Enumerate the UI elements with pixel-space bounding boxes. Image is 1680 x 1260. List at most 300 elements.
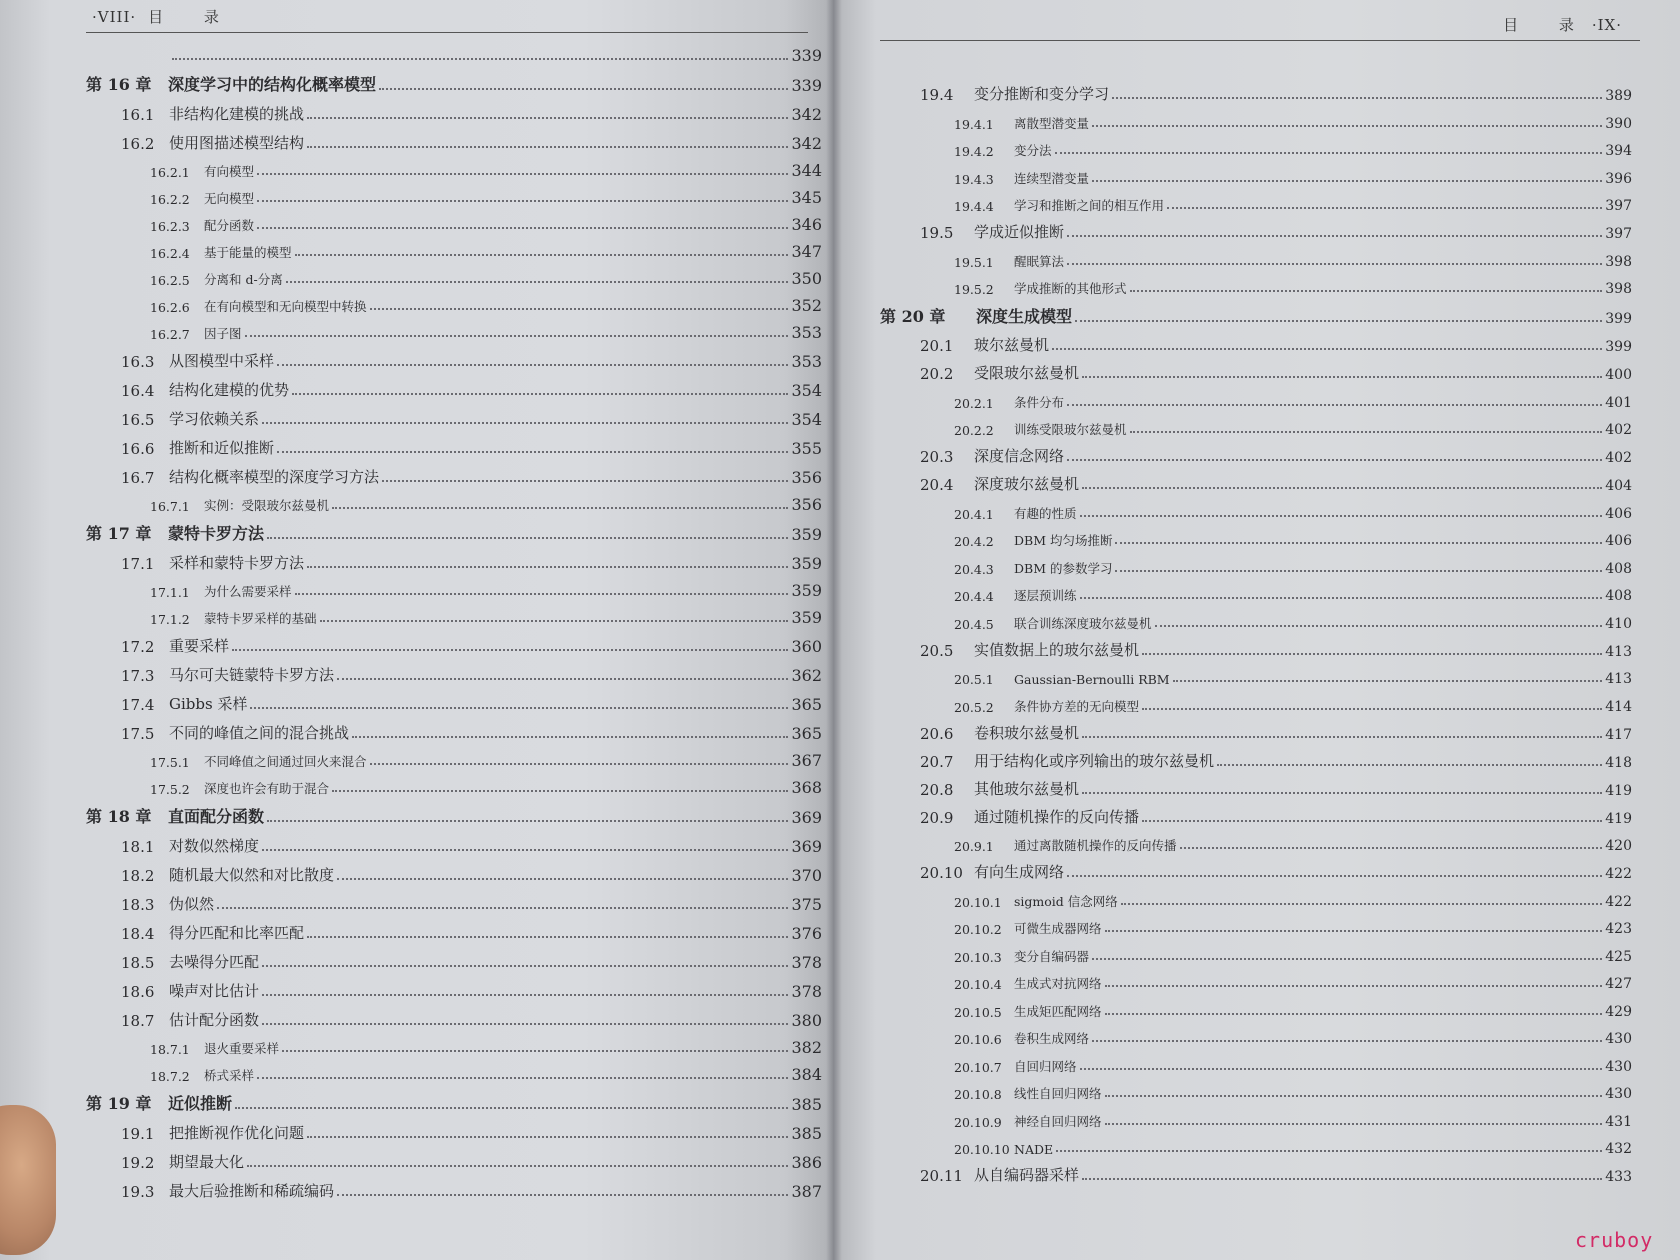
toc-entry-number: 第 19 章	[86, 1094, 152, 1113]
toc-entry-title: 推断和近似推断	[169, 439, 275, 457]
toc-entry-page: 370	[791, 866, 822, 885]
dot-leader	[320, 620, 789, 622]
toc-section-entry	[880, 327, 1632, 355]
toc-entry-page: 376	[791, 924, 822, 943]
dot-leader	[370, 763, 789, 765]
toc-entry-page: 422	[1605, 866, 1632, 882]
toc-entry-title: 条件分布	[1014, 394, 1065, 410]
toc-entry-number: 19.2	[121, 1154, 155, 1172]
dot-leader	[1082, 736, 1602, 738]
toc-section-entry	[880, 743, 1632, 771]
toc-entry-page: 398	[1605, 253, 1632, 270]
toc-sub-entry	[86, 315, 822, 342]
toc-entry-page: 402	[1605, 450, 1632, 466]
toc-entry-number: 16.2.5	[150, 273, 190, 288]
toc-sub-entry	[86, 770, 822, 797]
toc-entry-page: 365	[791, 724, 822, 743]
dot-leader	[250, 707, 788, 709]
dot-leader	[1067, 235, 1602, 237]
toc-entry-title: 生成矩匹配网络	[1014, 1003, 1102, 1019]
toc-entry-page: 422	[1605, 893, 1632, 910]
dot-leader	[1092, 180, 1602, 182]
left-header-rule	[86, 32, 808, 33]
toc-entry-number: 16.2.4	[150, 246, 190, 261]
left-page-number: ·VIII·	[92, 8, 137, 26]
toc-section-entry	[880, 1157, 1632, 1185]
dot-leader	[1142, 820, 1602, 822]
toc-entry-page: 399	[1605, 311, 1632, 327]
toc-sub-entry	[880, 187, 1632, 215]
toc-entry-page: 431	[1605, 1113, 1632, 1130]
dot-leader	[1105, 1095, 1603, 1097]
toc-sub-entry	[880, 660, 1632, 688]
dot-leader	[1217, 764, 1602, 766]
toc-entry-page: 356	[791, 468, 822, 487]
toc-entry-title: 生成式对抗网络	[1014, 976, 1102, 991]
toc-entry-title: 用于结构化或序列输出的玻尔兹曼机	[974, 751, 1215, 770]
toc-entry-page: 339	[791, 76, 822, 95]
toc-entry-title: 结构化建模的优势	[169, 381, 290, 399]
toc-entry-page: 423	[1605, 921, 1632, 937]
toc-entry-title: 为什么需要采样	[204, 584, 292, 599]
toc-entry-page: 430	[1605, 1086, 1632, 1102]
toc-section-entry	[86, 1114, 822, 1143]
toc-entry-title: 近似推断	[168, 1094, 233, 1113]
right-page	[834, 0, 1680, 1260]
toc-entry-title: 得分匹配和比率匹配	[169, 924, 305, 942]
dot-leader	[262, 849, 788, 851]
toc-entry-number: 20.11	[920, 1167, 963, 1185]
toc-entry-title: 分离和 d-分离	[204, 272, 283, 287]
toc-sub-entry	[880, 882, 1632, 910]
toc-entry-page: 430	[1605, 1031, 1632, 1047]
toc-sub-entry	[86, 234, 822, 261]
toc-entry-number: 18.7.1	[150, 1042, 190, 1057]
toc-entry-page: 384	[791, 1065, 822, 1084]
toc-section-entry	[880, 355, 1632, 383]
toc-entry-page: 389	[1605, 88, 1632, 104]
toc-entry-title: 从自编码器采样	[974, 1166, 1080, 1184]
toc-section-entry	[880, 76, 1632, 104]
dot-leader	[1080, 1068, 1603, 1070]
dot-leader	[262, 422, 788, 424]
dot-leader	[292, 393, 788, 395]
toc-entry-number: 17.1.1	[150, 585, 190, 600]
toc-entry-number: 19.5	[920, 224, 954, 242]
toc-sub-entry	[880, 522, 1632, 550]
toc-entry-title: 卷积生成网络	[1014, 1031, 1090, 1046]
toc-sub-entry	[86, 261, 822, 288]
toc-entry-page: 418	[1605, 754, 1632, 771]
toc-sub-entry	[86, 180, 822, 207]
dot-leader	[1052, 348, 1602, 350]
dot-leader	[1067, 875, 1602, 877]
toc-entry-title: 无向模型	[204, 191, 255, 206]
toc-entry-number: 20.4.5	[954, 616, 994, 632]
dot-leader	[337, 678, 788, 680]
toc-entry-page: 345	[791, 188, 822, 207]
toc-entry-page: 419	[1605, 782, 1632, 799]
dot-leader	[1142, 653, 1602, 655]
dot-leader	[379, 88, 788, 90]
toc-sub-entry	[880, 494, 1632, 522]
toc-entry-number: 18.5	[121, 954, 155, 972]
dot-leader	[370, 308, 789, 310]
left-toc-list	[86, 36, 822, 1201]
watermark: cruboy	[1575, 1228, 1654, 1252]
toc-entry-number: 19.3	[121, 1183, 155, 1201]
toc-entry-title: 联合训练深度玻尔兹曼机	[1014, 615, 1152, 631]
toc-entry-title: 直面配分函数	[168, 807, 265, 826]
dot-leader	[1080, 515, 1603, 517]
toc-sub-entry	[86, 743, 822, 770]
toc-entry-title: 最大后验推断和稀疏编码	[169, 1182, 335, 1200]
toc-entry-page: 390	[1605, 115, 1632, 132]
toc-entry-page: 346	[791, 215, 822, 234]
toc-sub-entry	[86, 153, 822, 180]
toc-entry-number: 17.2	[121, 638, 155, 656]
toc-entry-page: 408	[1605, 560, 1632, 577]
toc-entry-page: 425	[1605, 948, 1632, 965]
toc-entry-number: 20.3	[920, 448, 954, 466]
toc-entry-number: 第 20 章	[880, 307, 946, 326]
dot-leader	[1130, 431, 1603, 433]
dot-leader	[262, 965, 788, 967]
toc-entry-number: 18.2	[121, 867, 155, 885]
toc-sub-entry	[86, 1057, 822, 1084]
toc-entry-number: 20.10.8	[954, 1087, 1002, 1102]
toc-entry-title: 通过随机操作的反向传播	[974, 807, 1140, 826]
dot-leader	[382, 480, 788, 482]
dot-leader	[262, 994, 788, 996]
toc-entry-page: 387	[791, 1182, 822, 1201]
toc-entry-page: 408	[1605, 588, 1632, 604]
dot-leader	[1155, 625, 1603, 627]
toc-entry-number: 16.2.6	[150, 300, 190, 315]
toc-entry-title: 配分函数	[204, 218, 255, 233]
toc-entry-number: 16.6	[121, 440, 155, 458]
toc-entry-number: 20.9	[920, 808, 954, 827]
toc-entry-number: 20.8	[920, 780, 954, 799]
toc-entry-title: 伪似然	[169, 895, 215, 913]
toc-entry-title: 离散型潜变量	[1014, 115, 1090, 131]
toc-entry-title: 对数似然梯度	[169, 837, 260, 855]
dot-leader	[282, 1050, 788, 1052]
toc-entry-number: 16.2.7	[150, 327, 190, 342]
toc-chapter-entry	[86, 1084, 822, 1114]
toc-entry-page: 362	[791, 666, 822, 685]
toc-entry-number: 第 16 章	[86, 75, 152, 94]
toc-entry-page: 402	[1605, 422, 1632, 438]
dot-leader	[1082, 487, 1602, 489]
left-page	[0, 0, 834, 1260]
toc-entry-number: 20.1	[920, 337, 954, 355]
toc-entry-title: 结构化概率模型的深度学习方法	[169, 468, 380, 486]
toc-entry-title: 蒙特卡罗方法	[168, 524, 265, 543]
toc-entry-title: 有向模型	[204, 164, 255, 179]
dot-leader	[332, 507, 788, 509]
toc-entry-number: 19.4.2	[954, 144, 994, 159]
toc-section-entry	[86, 856, 822, 885]
toc-entry-page: 356	[791, 495, 822, 514]
dot-leader	[1092, 958, 1602, 960]
toc-entry-number: 20.10.7	[954, 1059, 1002, 1075]
toc-entry-number: 16.2.3	[150, 219, 190, 234]
book-gutter	[826, 0, 842, 1260]
toc-entry-title: 变分推断和变分学习	[974, 85, 1110, 103]
toc-entry-title: NADE	[1014, 1142, 1054, 1157]
dot-leader	[1055, 152, 1603, 154]
toc-entry-title: 实值数据上的玻尔兹曼机	[974, 640, 1140, 659]
toc-entry-title: 深度学习中的结构化概率模型	[168, 75, 377, 94]
toc-entry-number: 16.7	[121, 469, 155, 487]
toc-entry-page: 394	[1605, 143, 1632, 159]
toc-section-entry	[86, 885, 822, 914]
toc-entry-number: 20.5.2	[954, 699, 994, 715]
toc-entry-page: 350	[791, 269, 822, 288]
toc-entry-number: 17.1	[121, 555, 155, 573]
toc-entry-title: 使用图描述模型结构	[169, 134, 305, 152]
dot-leader	[1142, 708, 1602, 710]
toc-entry-page: 355	[791, 439, 822, 458]
toc-sub-entry	[880, 937, 1632, 965]
toc-entry-page: 369	[791, 837, 822, 856]
toc-entry-title: 因子图	[204, 326, 242, 341]
toc-section-entry	[86, 1143, 822, 1172]
toc-entry-number: 20.10.5	[954, 1004, 1002, 1020]
toc-section-entry	[86, 124, 822, 153]
toc-sub-entry	[880, 104, 1632, 132]
toc-entry-page: 360	[791, 637, 822, 656]
toc-entry-number: 20.10.2	[954, 922, 1002, 937]
dot-leader	[1115, 570, 1602, 572]
dot-leader	[307, 1136, 788, 1138]
dot-leader	[1167, 207, 1602, 209]
toc-entry-page: 342	[791, 105, 822, 124]
toc-entry-number: 第 17 章	[86, 524, 152, 543]
toc-entry-title: DBM 均匀场推断	[1014, 533, 1113, 548]
toc-entry-page: 417	[1605, 726, 1632, 743]
dot-leader	[1105, 930, 1603, 932]
dot-leader	[267, 537, 788, 539]
toc-entry-page: 429	[1605, 1003, 1632, 1020]
toc-entry-number: 19.1	[121, 1125, 155, 1143]
toc-entry-title: 自回归网络	[1014, 1058, 1077, 1074]
toc-entry-number: 20.6	[920, 724, 954, 743]
toc-entry-number: 16.2.2	[150, 192, 190, 207]
toc-section-entry	[86, 656, 822, 685]
dot-leader	[1130, 290, 1603, 292]
toc-section-entry	[880, 466, 1632, 494]
toc-section-entry	[86, 972, 822, 1001]
toc-section-entry	[86, 827, 822, 856]
dot-leader	[257, 1077, 788, 1079]
toc-section-entry	[86, 914, 822, 943]
toc-entry-page: 413	[1605, 643, 1632, 660]
dot-leader	[307, 146, 788, 148]
toc-section-entry	[86, 458, 822, 487]
right-page-number: ·IX·	[1591, 16, 1622, 34]
toc-section-entry	[86, 400, 822, 429]
toc-entry-number: 19.4.4	[954, 199, 994, 214]
dot-leader	[245, 335, 789, 337]
toc-entry-number: 20.4.3	[954, 561, 994, 577]
dot-leader	[1180, 847, 1603, 849]
toc-section-entry	[880, 715, 1632, 743]
toc-entry-title: 估计配分函数	[169, 1011, 260, 1029]
dot-leader	[1105, 985, 1603, 987]
toc-entry-page: 386	[791, 1153, 822, 1172]
toc-entry-page: 359	[791, 525, 822, 544]
toc-entry-title: 学习依赖关系	[169, 410, 260, 428]
toc-entry-page: 419	[1605, 810, 1632, 827]
toc-entry-title: 重要采样	[169, 637, 230, 655]
toc-entry-title: 学习和推断之间的相互作用	[1014, 198, 1165, 213]
toc-entry-number: 20.10.6	[954, 1032, 1002, 1047]
toc-entry-page: 406	[1605, 533, 1632, 549]
toc-section-entry	[880, 214, 1632, 242]
toc-entry-title: 深度生成模型	[976, 307, 1073, 326]
toc-section-entry	[86, 714, 822, 743]
toc-entry-page: 399	[1605, 339, 1632, 355]
dot-leader	[1121, 903, 1602, 905]
toc-sub-entry	[880, 992, 1632, 1020]
dot-leader	[1067, 263, 1602, 265]
toc-entry-title: 变分法	[1014, 143, 1052, 158]
toc-entry-number: 16.1	[121, 106, 155, 124]
toc-sub-entry	[880, 132, 1632, 160]
toc-entry-number: 18.3	[121, 896, 155, 914]
toc-chapter-entry	[86, 65, 822, 95]
dot-leader	[286, 281, 789, 283]
toc-sub-entry	[880, 242, 1632, 270]
toc-entry-number: 20.10.3	[954, 949, 1002, 965]
toc-section-entry	[86, 36, 822, 65]
toc-entry-title: 深度信念网络	[974, 447, 1065, 465]
toc-entry-page: 404	[1605, 478, 1632, 494]
toc-sub-entry	[86, 487, 822, 514]
toc-entry-title: 不同的峰值之间的混合挑战	[169, 724, 350, 742]
toc-section-entry	[86, 685, 822, 714]
toc-entry-title: 从图模型中采样	[169, 352, 275, 370]
toc-entry-page: 353	[791, 352, 822, 371]
dot-leader	[1082, 376, 1602, 378]
toc-entry-number: 16.2.1	[150, 165, 190, 180]
toc-entry-number: 20.10.10	[954, 1142, 1010, 1157]
toc-entry-number: 19.5.1	[954, 254, 994, 270]
toc-entry-page: 432	[1605, 1141, 1632, 1157]
toc-entry-page: 382	[791, 1038, 822, 1057]
toc-entry-title: 通过离散随机操作的反向传播	[1014, 838, 1177, 853]
toc-section-entry	[86, 943, 822, 972]
toc-entry-title: 变分自编码器	[1014, 948, 1090, 964]
toc-entry-number: 18.4	[121, 925, 155, 943]
toc-entry-number: 19.4.1	[954, 116, 994, 132]
toc-entry-number: 17.1.2	[150, 612, 190, 627]
toc-sub-entry	[880, 965, 1632, 993]
toc-entry-title: 可微生成器网络	[1014, 921, 1102, 936]
toc-entry-number: 16.4	[121, 382, 155, 400]
dot-leader	[262, 1023, 788, 1025]
dot-leader	[172, 58, 788, 60]
toc-entry-title: 深度也许会有助于混合	[204, 781, 330, 796]
toc-entry-number: 20.10.4	[954, 977, 1002, 992]
toc-entry-title: 噪声对比估计	[169, 982, 260, 1000]
toc-sub-entry	[880, 270, 1632, 298]
toc-entry-title: 去噪得分匹配	[169, 953, 260, 971]
dot-leader	[307, 936, 788, 938]
dot-leader	[307, 566, 788, 568]
dot-leader	[337, 878, 788, 880]
right-page-running-title: 目 录	[1503, 16, 1592, 34]
toc-entry-page: 400	[1605, 367, 1632, 383]
toc-section-entry	[86, 627, 822, 656]
toc-entry-number: 19.5.2	[954, 282, 994, 297]
dot-leader	[295, 254, 789, 256]
toc-sub-entry	[880, 1047, 1632, 1075]
toc-entry-page: 342	[791, 134, 822, 153]
toc-entry-page: 385	[791, 1095, 822, 1114]
toc-entry-page: 398	[1605, 281, 1632, 297]
toc-entry-title: 桥式采样	[204, 1068, 255, 1083]
toc-entry-page: 410	[1605, 615, 1632, 632]
toc-sub-entry	[86, 573, 822, 600]
toc-entry-title: 马尔可夫链蒙特卡罗方法	[169, 666, 335, 684]
dot-leader	[337, 1194, 788, 1196]
toc-sub-entry	[880, 1102, 1632, 1130]
toc-entry-title: 连续型潜变量	[1014, 170, 1090, 186]
toc-entry-page: 339	[791, 46, 822, 65]
toc-entry-number: 20.2.2	[954, 423, 994, 438]
toc-entry-title: 深度玻尔兹曼机	[974, 475, 1080, 493]
dot-leader	[277, 451, 788, 453]
toc-entry-page: 406	[1605, 505, 1632, 522]
dot-leader	[235, 1107, 788, 1109]
toc-sub-entry	[880, 159, 1632, 187]
toc-sub-entry	[880, 1130, 1632, 1158]
toc-entry-title: 逐层预训练	[1014, 588, 1077, 603]
toc-entry-title: DBM 的参数学习	[1014, 560, 1113, 576]
toc-entry-number: 16.7.1	[150, 499, 190, 514]
toc-entry-title: 其他玻尔兹曼机	[974, 779, 1080, 798]
toc-entry-title: 采样和蒙特卡罗方法	[169, 554, 305, 572]
toc-entry-title: 线性自回归网络	[1014, 1086, 1102, 1101]
toc-entry-number: 20.2	[920, 365, 954, 383]
toc-section-entry	[880, 438, 1632, 466]
toc-entry-title: 有向生成网络	[974, 863, 1065, 881]
toc-entry-number: 17.3	[121, 667, 155, 685]
toc-entry-page: 433	[1605, 1169, 1632, 1185]
dot-leader	[232, 649, 788, 651]
toc-section-entry	[86, 544, 822, 573]
dot-leader	[257, 227, 788, 229]
toc-sub-entry	[880, 604, 1632, 632]
dot-leader	[247, 1165, 788, 1167]
toc-entry-number: 18.7	[121, 1012, 155, 1030]
toc-entry-page: 413	[1605, 671, 1632, 687]
toc-section-entry	[86, 371, 822, 400]
toc-entry-page: 359	[791, 608, 822, 627]
dot-leader	[295, 593, 789, 595]
toc-entry-page: 414	[1605, 698, 1632, 715]
toc-sub-entry	[86, 600, 822, 627]
toc-entry-page: 397	[1605, 226, 1632, 242]
toc-section-entry	[86, 1001, 822, 1030]
toc-sub-entry	[880, 827, 1632, 855]
toc-entry-number: 16.5	[121, 411, 155, 429]
toc-entry-title: 随机最大似然和对比散度	[169, 866, 335, 884]
toc-entry-page: 347	[791, 242, 822, 261]
